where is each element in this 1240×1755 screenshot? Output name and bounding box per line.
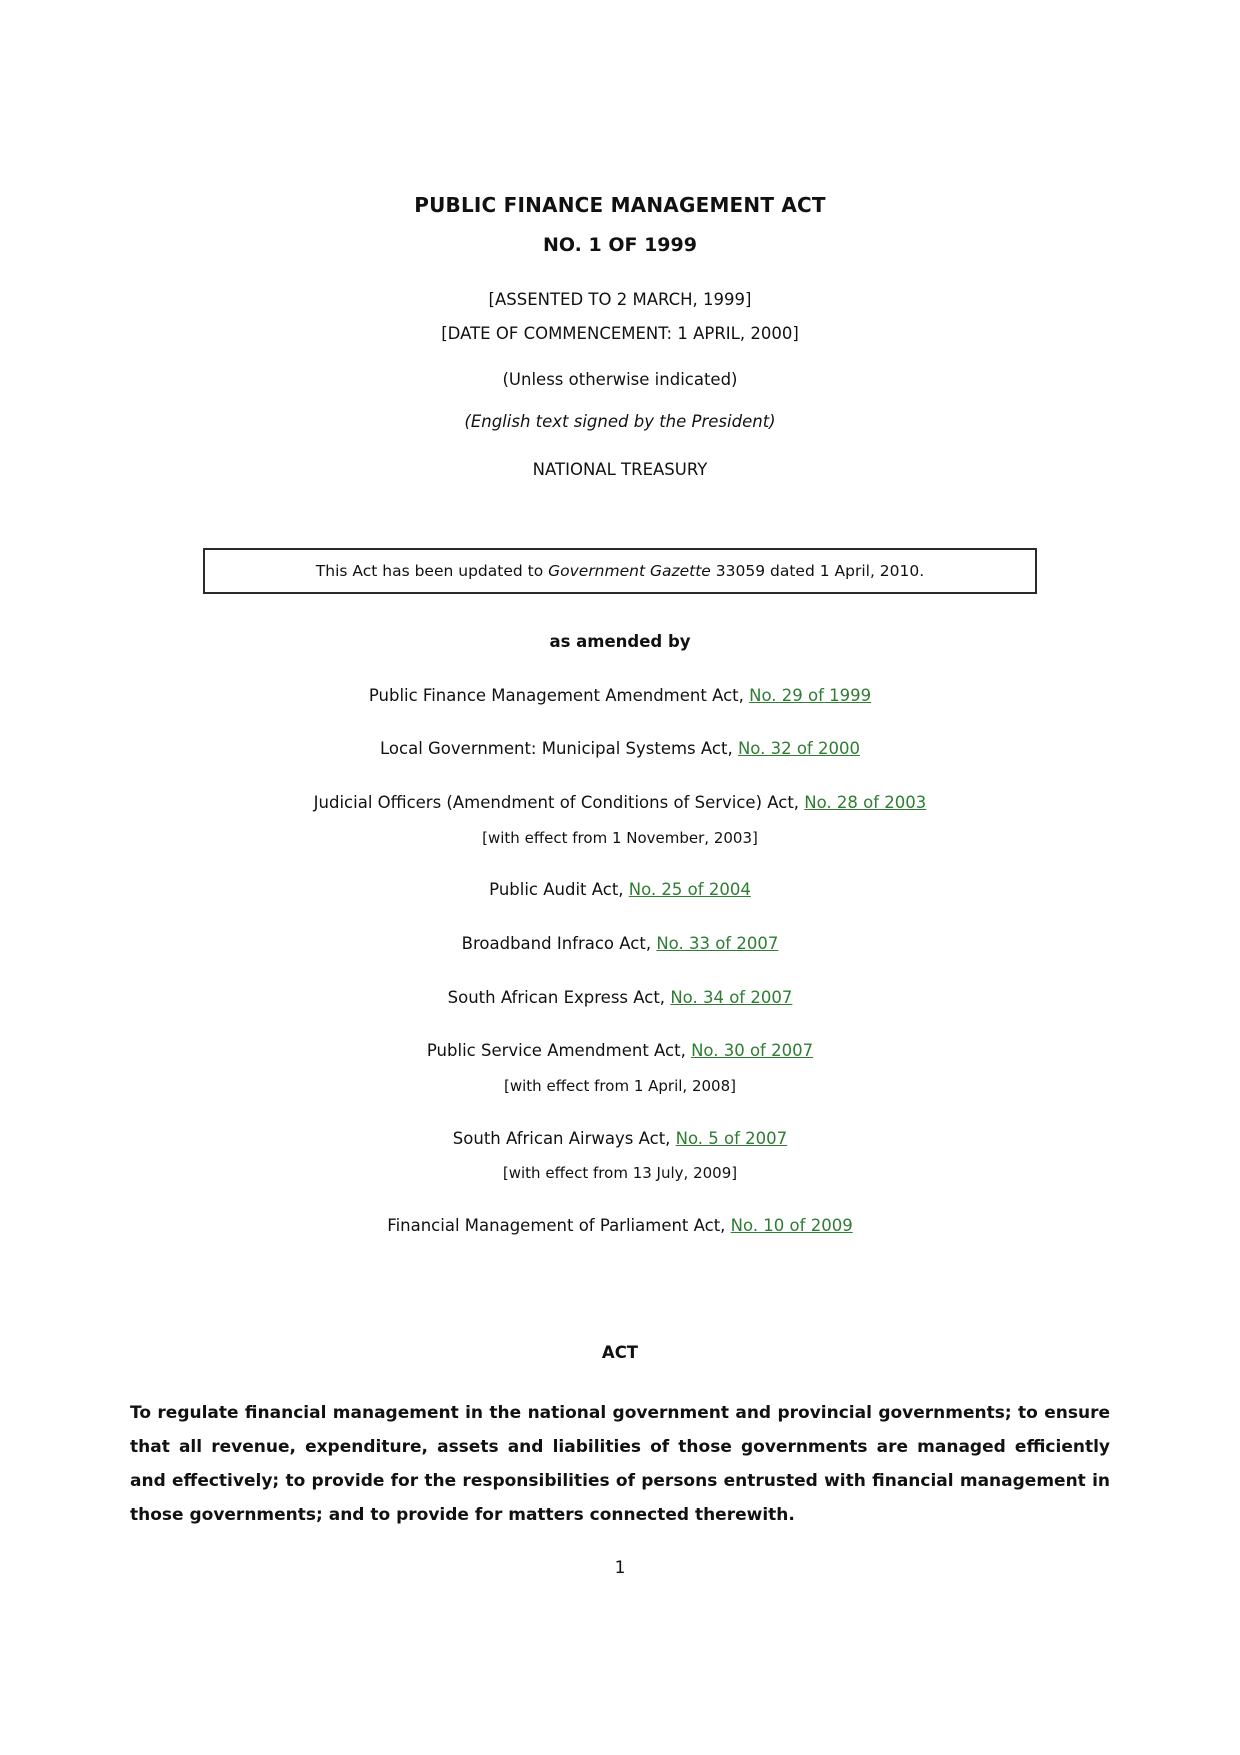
amendment-act-link[interactable]: No. 29 of 1999	[749, 685, 872, 705]
amendment-entry	[130, 686, 1110, 707]
amendment-entry	[130, 934, 1110, 955]
amendments-list	[130, 686, 1110, 1237]
amendment-entry	[130, 1129, 1110, 1150]
amendment-entry	[130, 988, 1110, 1009]
amendment-entry	[130, 1041, 1110, 1062]
amendment-entry	[130, 1216, 1110, 1237]
document-content	[0, 193, 1240, 1578]
amendment-entry	[130, 739, 1110, 760]
act-title: PUBLIC FINANCE MANAGEMENT ACT	[414, 193, 826, 217]
update-notice-suffix: 33059 dated 1 April, 2010.	[710, 562, 925, 581]
amendment-entry	[130, 880, 1110, 901]
amendment-effect-note: [with effect from 1 November, 2003]	[482, 828, 758, 847]
amendment-act-link[interactable]: No. 32 of 2000	[737, 739, 860, 759]
amendment-act-name: Broadband Infraco Act,	[461, 934, 657, 953]
assented-line: [ASSENTED TO 2 MARCH, 1999]	[488, 290, 752, 309]
amendment-act-link[interactable]: No. 28 of 2003	[804, 793, 927, 812]
amendment-act-link[interactable]: No. 10 of 2009	[730, 1216, 853, 1235]
amendment-act-name: South African Airways Act,	[452, 1128, 676, 1148]
commencement-line: [DATE OF COMMENCEMENT: 1 APRIL, 2000]	[441, 323, 799, 343]
amendment-act-link[interactable]: No. 5 of 2007	[675, 1128, 788, 1148]
amended-by-heading: as amended by	[549, 632, 691, 652]
update-notice-box	[203, 548, 1037, 594]
unless-indicated-line: (Unless otherwise indicated)	[502, 370, 738, 390]
update-notice-prefix: This Act has been updated to	[315, 562, 549, 581]
amendment-act-name: South African Express Act,	[447, 987, 671, 1007]
amendment-act-link[interactable]: No. 33 of 2007	[656, 934, 779, 953]
amendment-act-link[interactable]: No. 25 of 2004	[628, 880, 751, 900]
signed-text-line: (English text signed by the President)	[464, 411, 776, 431]
amendment-entry	[130, 793, 1110, 814]
amendment-act-name: Judicial Officers (Amendment of Conditions of Service) Act,	[313, 793, 805, 812]
page-number: 1	[614, 1558, 626, 1579]
amendment-effect-note: [with effect from 13 July, 2009]	[502, 1164, 738, 1183]
amendment-effect-note: [with effect from 1 April, 2008]	[504, 1076, 736, 1095]
amendment-act-name: Financial Management of Parliament Act,	[387, 1216, 731, 1235]
act-preamble: To regulate financial management in the national government and provincial governments; to ensure that all revenue, expenditure, assets and liabilities of those governments are managed efficiently and effectively; to provide for the responsibilities of persons entrusted with financial management in those governments; and to provide for matters connected therewith.	[130, 1403, 1110, 1526]
amendment-act-name: Public Finance Management Amendment Act,	[368, 685, 750, 705]
act-heading: ACT	[601, 1342, 639, 1362]
amendment-act-link[interactable]: No. 30 of 2007	[691, 1041, 814, 1061]
act-number: NO. 1 OF 1999	[543, 234, 697, 256]
amendment-act-link[interactable]: No. 34 of 2007	[670, 987, 793, 1007]
national-treasury-line: NATIONAL TREASURY	[532, 459, 708, 479]
amendment-act-name: Public Audit Act,	[489, 880, 629, 900]
update-notice-gazette: Government Gazette	[548, 562, 711, 581]
amendment-act-name: Public Service Amendment Act,	[426, 1041, 692, 1061]
amendment-act-name: Local Government: Municipal Systems Act,	[380, 739, 738, 759]
